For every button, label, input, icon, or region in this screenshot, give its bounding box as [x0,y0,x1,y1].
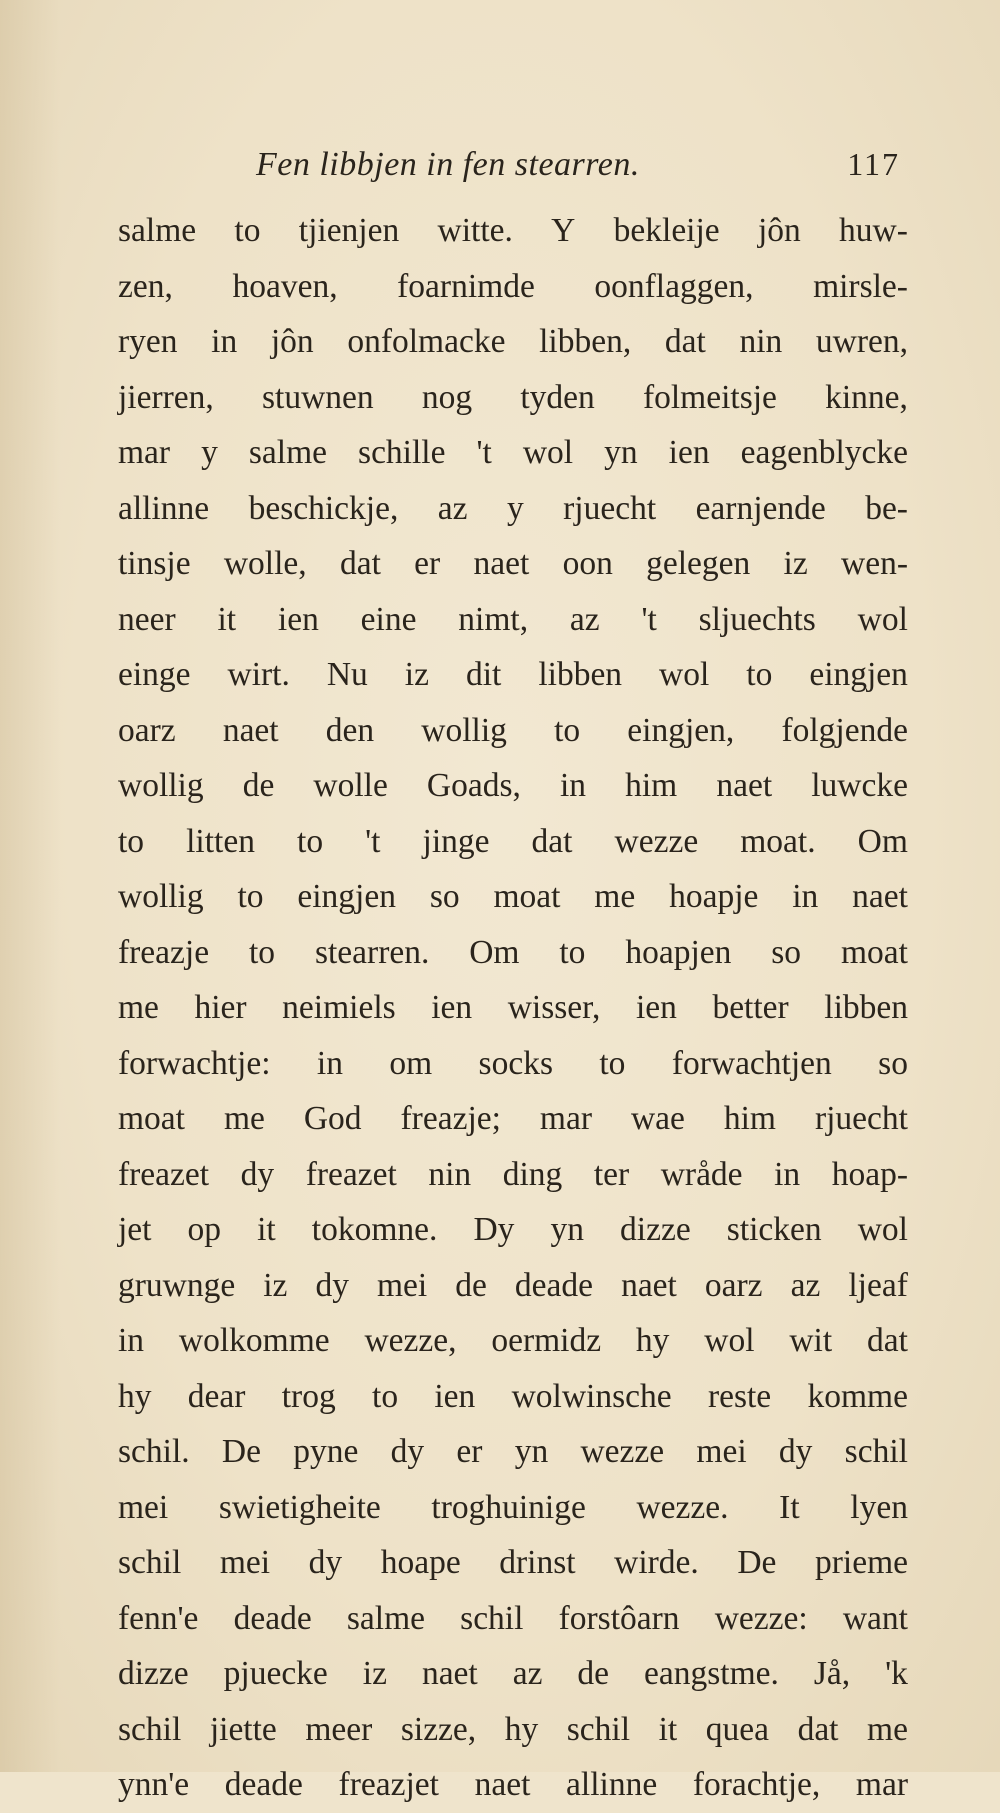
text-line: zen, hoaven, foarnimde oonflaggen, mirsle- [118,267,908,305]
text-line: moat me God freazje; mar wae him rjuecht [118,1100,908,1137]
text-line: hy dear trog to ien wolwinsche reste komme [118,1377,908,1415]
text-line: einge wirt. Nu iz dit libben wol to eingjen [118,656,908,693]
text-line: jet op it tokomne. Dy yn dizze sticken wol [118,1211,908,1248]
text-line: jierren, stuwnen nog tyden folmeitsje kinne, [118,378,908,416]
text-line: wollig to eingjen so moat me hoapje in naet [118,878,908,915]
text-line: to litten to 't jinge dat wezze moat. Om [118,822,908,860]
text-line: gruwnge iz dy mei de deade naet oarz az ljeaf [118,1266,908,1304]
text-line: mar y salme schille 't wol yn ien eagenblycke [118,434,908,471]
text-line: schil mei dy hoape drinst wirde. De prieme [118,1544,908,1581]
text-line: wollig de wolle Goads, in him naet luwcke [118,767,908,804]
text-line: ryen in jôn onfolmacke libben, dat nin uwren, [118,323,908,360]
text-line: salme to tjienjen witte. Y bekleije jôn huw- [118,212,908,249]
text-line: me hier neimiels ien wisser, ien better libben [118,989,908,1026]
text-line: in wolkomme wezze, oermidz hy wol wit dat [118,1322,908,1359]
text-line: mei swietigheite troghuinige wezze. It lyen [118,1488,908,1526]
text-line: dizze pjuecke iz naet az de eangstme. Jå, 'k [118,1655,908,1692]
text-line: freazje to stearren. Om to hoapjen so moat [118,933,908,971]
page-shadow [0,0,60,1772]
text-line: schil. De pyne dy er yn wezze mei dy schil [118,1433,908,1470]
text-line: oarz naet den wollig to eingjen, folgjende [118,711,908,749]
page-header [120,140,900,190]
page-number: 117 [847,146,900,182]
text-line: allinne beschickje, az y rjuecht earnjende be- [118,489,908,527]
text-line: forwachtje: in om socks to forwachtjen so [118,1044,908,1082]
text-line: tinsje wolle, dat er naet oon gelegen iz wen- [118,545,908,582]
body-text [118,203,908,1813]
text-line: schil jiette meer sizze, hy schil it quea dat me [118,1710,908,1748]
text-line: neer it ien eine nimt, az 't sljuechts wol [118,600,908,638]
running-title: Fen libbjen in fen stearren. [256,146,640,183]
text-line: fenn'e deade salme schil forstôarn wezze: want [118,1599,908,1637]
text-line: freazet dy freazet nin ding ter wråde in hoap- [118,1155,908,1193]
text-line: ynn'e deade freazjet naet allinne forachtje, mar [118,1766,908,1803]
